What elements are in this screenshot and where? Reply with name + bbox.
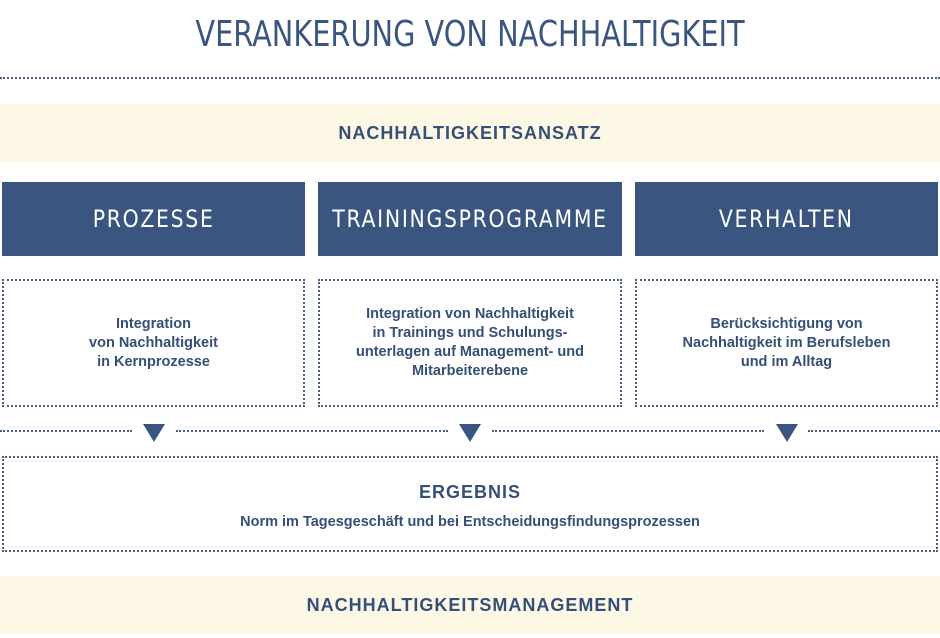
- pillar-description-text: Berücksichtigung von Nachhaltigkeit im Berufsleben und im Alltag: [682, 315, 891, 370]
- diagram-title: VERANKERUNG VON NACHHALTIGKEIT: [195, 14, 745, 55]
- pillar-heading-prozesse: [2, 182, 305, 256]
- result-title: ERGEBNIS: [418, 482, 522, 502]
- pillar-heading-label: VERHALTEN: [719, 205, 854, 233]
- connector-line: [808, 430, 940, 432]
- management-label: NACHHALTIGKEITSMANAGEMENT: [306, 594, 634, 615]
- pillar-description-trainingsprogramme: [318, 279, 622, 407]
- result-box: [2, 456, 938, 552]
- pillar-heading-label: PROZESSE: [92, 205, 215, 233]
- pillar-description-verhalten: [635, 279, 938, 407]
- approach-label: NACHHALTIGKEITSANSATZ: [338, 122, 602, 143]
- pillar-description-text: Integration von Nachhaltigkeit in Kernprozesse: [89, 315, 218, 370]
- connector-line: [492, 430, 764, 432]
- connector-line: [0, 430, 132, 432]
- connector-line: [176, 430, 448, 432]
- management-band: [0, 576, 940, 634]
- arrow-down-icon: [776, 424, 798, 442]
- pillar-heading-label: TRAININGSPROGRAMME: [332, 205, 608, 233]
- pillar-heading-verhalten: [635, 182, 938, 256]
- arrow-down-icon: [459, 424, 481, 442]
- pillar-description-prozesse: [2, 279, 305, 407]
- result-text: Norm im Tagesgeschäft und bei Entscheidungsfindungsprozessen: [240, 514, 700, 530]
- pillar-heading-trainingsprogramme: [318, 182, 622, 256]
- arrow-down-icon: [143, 424, 165, 442]
- title-divider: [0, 77, 940, 79]
- pillar-description-text: Integration von Nachhaltigkeit in Trainings und Schulungs- unterlagen auf Management- und Mitarbeiterebene: [356, 306, 584, 379]
- approach-band: [0, 104, 940, 162]
